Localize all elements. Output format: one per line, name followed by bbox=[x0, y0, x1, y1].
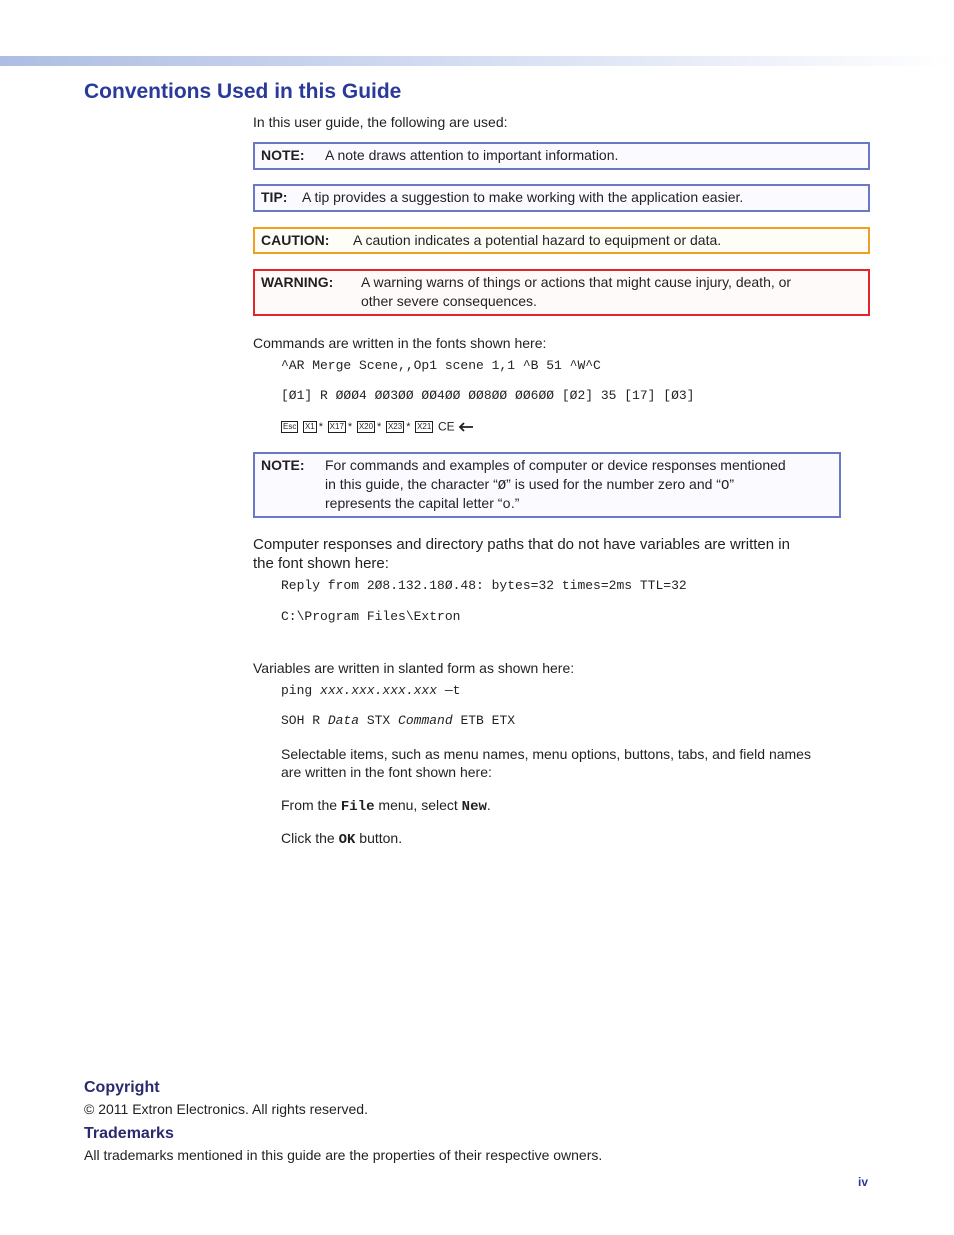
body-text: . bbox=[486, 797, 491, 813]
capital-o-character: O bbox=[720, 478, 730, 494]
command-example-2: [Ø1] R ØØØ4 ØØ3ØØ ØØ4ØØ ØØ8ØØ ØØ6ØØ [Ø2] 35 [17] [Ø3] bbox=[281, 388, 695, 403]
variable-text: Data bbox=[327, 713, 360, 728]
commands-intro: Commands are written in the fonts shown here: bbox=[253, 335, 547, 351]
code-text: STX bbox=[359, 713, 399, 728]
tip-box bbox=[253, 184, 870, 212]
body-text: button. bbox=[355, 830, 403, 846]
esc-key: Esc bbox=[283, 421, 297, 431]
selectable-intro-line1: Selectable items, such as menu names, menu options, buttons, tabs, and field names bbox=[281, 746, 811, 762]
warning-box bbox=[253, 269, 870, 316]
code-text: ETB ETX bbox=[452, 713, 516, 728]
tip-text: A tip provides a suggestion to make working with the application easier. bbox=[302, 189, 744, 205]
note-box-characters bbox=[253, 452, 841, 518]
code-text: —t bbox=[437, 683, 461, 698]
code-text: ping bbox=[281, 683, 321, 698]
ce-text: CE bbox=[437, 419, 455, 434]
x17-variable: X17 bbox=[329, 421, 344, 431]
separator-star: * bbox=[406, 420, 411, 433]
menu-name: File bbox=[340, 799, 375, 815]
header-gradient-bar bbox=[0, 56, 954, 66]
warning-text-line1: A warning warns of things or actions that might cause injury, death, or bbox=[361, 274, 792, 290]
note-label: NOTE: bbox=[261, 457, 305, 473]
caution-box bbox=[253, 227, 870, 254]
note-text: A note draws attention to important information. bbox=[325, 147, 619, 163]
page-title: Conventions Used in this Guide bbox=[84, 80, 402, 103]
variable-text: xxx.xxx.xxx.xxx bbox=[320, 683, 438, 698]
trademarks-heading: Trademarks bbox=[84, 1125, 174, 1142]
code-text: SOH R bbox=[281, 713, 328, 728]
x1-variable: X1 bbox=[304, 421, 315, 431]
responses-intro-line2: the font shown here: bbox=[253, 555, 389, 572]
warning-label: WARNING: bbox=[261, 274, 334, 290]
note-text-line2 bbox=[325, 475, 734, 496]
body-text: Click the bbox=[281, 830, 339, 846]
variable-example-2 bbox=[281, 713, 515, 728]
x21-variable: X21 bbox=[417, 421, 432, 431]
note-text-line3 bbox=[325, 494, 519, 515]
response-example: Reply from 2Ø8.132.18Ø.48: bytes=32 times=2ms TTL=32 bbox=[281, 578, 687, 593]
note-text-part: ” is used for the number zero and “ bbox=[506, 476, 721, 492]
caution-text: A caution indicates a potential hazard to equipment or data. bbox=[353, 232, 722, 248]
command-example-1: ^AR Merge Scene,,Op1 scene 1,1 ^B 51 ^W^C bbox=[281, 358, 601, 373]
copyright-text: © 2011 Extron Electronics. All rights reserved. bbox=[84, 1101, 368, 1117]
body-text: From the bbox=[281, 797, 341, 813]
note-label: NOTE: bbox=[261, 147, 305, 163]
menu-option: New bbox=[461, 799, 487, 815]
caution-label: CAUTION: bbox=[261, 232, 330, 248]
return-arrow-icon bbox=[458, 422, 474, 432]
page-number: iv bbox=[858, 1175, 869, 1189]
note-text-part: represents the capital letter “ bbox=[325, 495, 503, 511]
note-text-line1: For commands and examples of computer or device responses mentioned bbox=[325, 457, 786, 473]
variable-text: Command bbox=[398, 713, 453, 728]
note-text-part: .” bbox=[510, 495, 520, 511]
separator-star: * bbox=[377, 420, 382, 433]
variable-example-1 bbox=[281, 683, 460, 698]
x20-variable: X20 bbox=[358, 421, 374, 431]
tip-label: TIP: bbox=[261, 189, 288, 205]
trademarks-text: All trademarks mentioned in this guide are the properties of their respective owners. bbox=[84, 1147, 603, 1163]
selectable-intro-line2: are written in the font shown here: bbox=[281, 764, 492, 780]
copyright-heading: Copyright bbox=[84, 1079, 160, 1096]
body-text: menu, select bbox=[374, 797, 462, 813]
directory-path-example: C:\Program Files\Extron bbox=[281, 609, 461, 624]
button-example bbox=[281, 829, 402, 850]
button-name: OK bbox=[338, 832, 356, 848]
letter-character: o bbox=[502, 497, 511, 513]
warning-text-line2: other severe consequences. bbox=[361, 293, 537, 309]
note-text-part: ” bbox=[729, 476, 735, 492]
command-example-3 bbox=[281, 418, 474, 434]
menu-example bbox=[281, 796, 491, 817]
intro-text: In this user guide, the following are used: bbox=[253, 114, 508, 130]
responses-intro-line1: Computer responses and directory paths that do not have variables are written in bbox=[253, 536, 790, 553]
separator-star: * bbox=[347, 420, 353, 433]
zero-character: Ø bbox=[497, 478, 507, 494]
x23-variable: X23 bbox=[387, 421, 403, 431]
variables-intro: Variables are written in slanted form as shown here: bbox=[253, 660, 575, 676]
note-box bbox=[253, 142, 870, 170]
note-text-part: in this guide, the character “ bbox=[325, 476, 498, 492]
separator-star: * bbox=[318, 420, 324, 433]
